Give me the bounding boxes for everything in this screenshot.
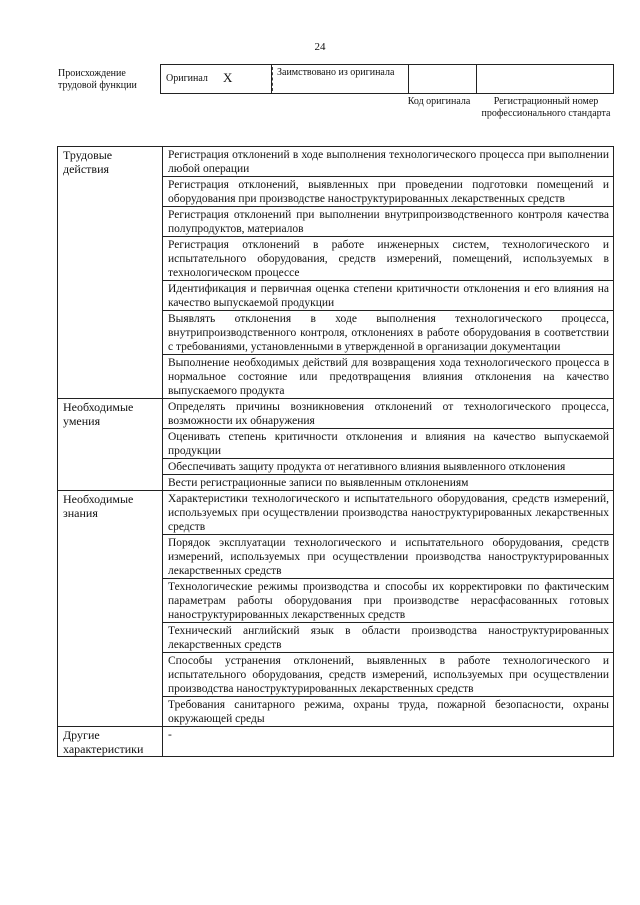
table-cell: Выполнение необходимых действий для возвращения хода технологического процесса в нормальное состояние или предотвращения влияния отклонения на качество выпускаемого продукта bbox=[163, 355, 614, 399]
table-cell: Регистрация отклонений в работе инженерных систем, технологического и испытательного оборудования, средств измерений, помещений, используемых в технологическом процессе bbox=[163, 237, 614, 281]
original-label: Оригинал bbox=[166, 73, 208, 84]
table-row bbox=[58, 147, 614, 177]
section-label: Трудовые действия bbox=[58, 147, 163, 399]
table-cell: Способы устранения отклонений, выявленных в работе технологического и испытательного оборудования, средств измерений, используемых при осуществлении производства наноструктурированных лекарственных средств bbox=[163, 653, 614, 697]
table-cell: Определять причины возникновения отклонений от технологического процесса, возможности их обнаружения bbox=[163, 399, 614, 429]
origin-label: Происхождение трудовой функции bbox=[58, 68, 137, 91]
original-code-cell bbox=[409, 65, 477, 93]
table-cell: Идентификация и первичная оценка степени критичности отклонения и его влияния на качество выпускаемой продукции bbox=[163, 281, 614, 311]
table-cell: Порядок эксплуатации технологического и испытательного оборудования, средств измерений, используемых при осуществлении производства наноструктурированных лекарственных средств bbox=[163, 535, 614, 579]
section-label: Другие характеристики bbox=[58, 727, 163, 757]
table-cell: Требования санитарного режима, охраны труда, пожарной безопасности, охраны окружающей среды bbox=[163, 697, 614, 727]
borrowed-label: Заимствовано из оригинала bbox=[277, 67, 395, 78]
registration-number-cell bbox=[477, 65, 613, 93]
table-cell: Регистрация отклонений при выполнении внутрипроизводственного контроля качества полупродуктов, материалов bbox=[163, 207, 614, 237]
table-cell: Выявлять отклонения в ходе выполнения технологического процесса, внутрипроизводственного контроля, отклонениях в работе оборудования в соответствии с требованиями, установленными в утвержденной в организации документации bbox=[163, 311, 614, 355]
labor-function-table bbox=[57, 146, 614, 757]
original-mark: X bbox=[223, 70, 233, 85]
section-label: Необходимые умения bbox=[58, 399, 163, 491]
table-cell: Регистрация отклонений в ходе выполнения технологического процесса при выполнении любой операции bbox=[163, 147, 614, 177]
original-cell bbox=[161, 65, 272, 93]
page-number: 24 bbox=[314, 41, 326, 53]
code-caption: Код оригинала bbox=[407, 96, 471, 107]
table-cell: Оценивать степень критичности отклонения и влияния на качество выпускаемой продукции bbox=[163, 429, 614, 459]
table-cell: Вести регистрационные записи по выявленным отклонениям bbox=[163, 475, 614, 491]
table-cell: Технический английский язык в области производства наноструктурированных лекарственных средств bbox=[163, 623, 614, 653]
table-cell: Технологические режимы производства и способы их корректировки по фактическим параметрам работы оборудования при производстве нерасфасованных готовых наноструктурированных лекарственных средств bbox=[163, 579, 614, 623]
table-cell: Регистрация отклонений, выявленных при проведении подготовки помещений и оборудования при производстве наноструктурированных лекарственных средств bbox=[163, 177, 614, 207]
section-label: Необходимые знания bbox=[58, 491, 163, 727]
dashed-divider bbox=[272, 67, 274, 91]
table-cell: - bbox=[163, 727, 614, 757]
table-row bbox=[58, 491, 614, 535]
borrowed-cell bbox=[272, 65, 409, 93]
table-row bbox=[58, 399, 614, 429]
origin-grid bbox=[160, 64, 614, 94]
origin-block bbox=[58, 64, 613, 94]
registration-caption: Регистрационный номер профессионального стандарта bbox=[481, 96, 611, 119]
table-row bbox=[58, 727, 614, 757]
table-cell: Обеспечивать защиту продукта от негативного влияния выявленного отклонения bbox=[163, 459, 614, 475]
table-cell: Характеристики технологического и испытательного оборудования, средств измерений, используемых при осуществлении производства наноструктурированных лекарственных средств bbox=[163, 491, 614, 535]
